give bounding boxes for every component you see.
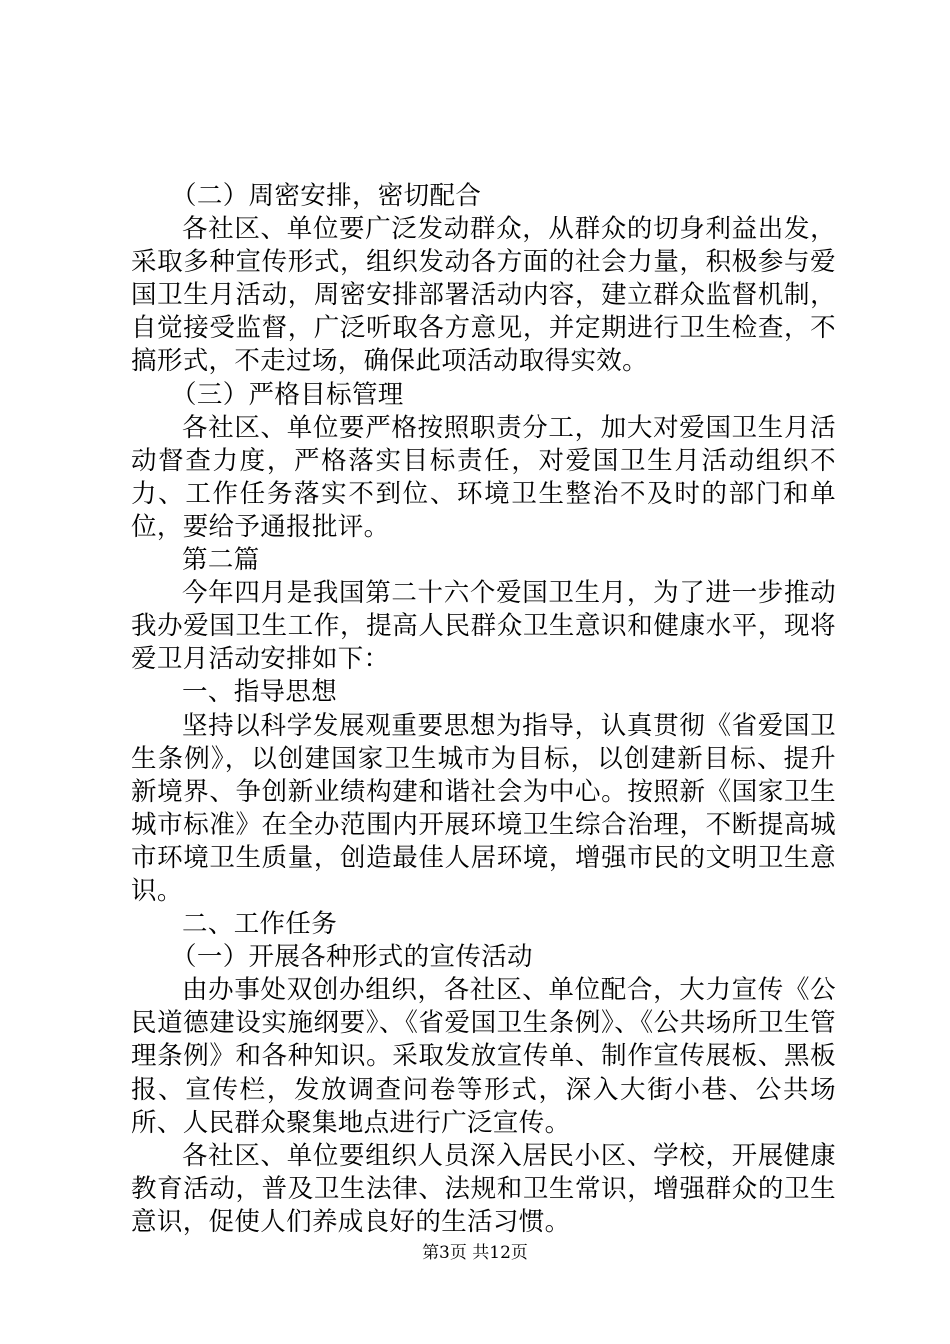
paragraph-guiding-thought: 坚持以科学发展观重要思想为指导，认真贯彻《省爱国卫生条例》，以创建国家卫生城市为目标，以创建新目标、提升新境界、争创新业绩构建和谐社会为中心。按照新《国家卫生城市标准》在全办范围内开展环境卫生综合治理，不断提高城市环境卫生质量，创造最佳人居环境，增强市民的文明卫生意识。 [131, 710, 836, 906]
section-heading-3: （三）严格目标管理 [171, 379, 404, 410]
document-body [131, 180, 836, 1239]
paragraph-target-management: 各社区、单位要严格按照职责分工，加大对爱国卫生月活动督查力度，严格落实目标责任，对爱国卫生月活动组织不力、工作任务落实不到位、环境卫生整治不及时的部门和单位，要给予通报批评。 [131, 412, 836, 542]
paragraph-arrangement: 各社区、单位要广泛发动群众，从群众的切身利益出发，采取多种宣传形式，组织发动各方面的社会力量，积极参与爱国卫生月活动，周密安排部署活动内容，建立群众监督机制，自觉接受监督，广泛听取各方意见，并定期进行卫生检查，不搞形式，不走过场，确保此项活动取得实效。 [131, 214, 836, 377]
paragraph-publicity: 由办事处双创办组织，各社区、单位配合，大力宣传《公民道德建设实施纲要》、《省爱国卫生条例》、《公共场所卫生管理条例》和各种知识。采取发放宣传单、制作宣传展板、黑板报、宣传栏，发放调查问卷等形式，深入大街小巷、公共场所、人民群众聚集地点进行广泛宣传。 [131, 975, 836, 1138]
subsection-publicity: （一）开展各种形式的宣传活动 [171, 942, 533, 973]
section-work-tasks: 二、工作任务 [182, 909, 338, 940]
part-two-title: 第二篇 [182, 545, 260, 576]
section-heading-2: （二）周密安排，密切配合 [171, 181, 482, 211]
section-guiding-thought: 一、指导思想 [182, 677, 338, 708]
paragraph-health-education: 各社区、单位要组织人员深入居民小区、学校，开展健康教育活动，普及卫生法律、法规和卫生常识，增强群众的卫生意识，促使人们养成良好的生活习惯。 [131, 1140, 836, 1237]
page-number: 第3页 共12页 [422, 1243, 528, 1263]
paragraph-intro: 今年四月是我国第二十六个爱国卫生月，为了进一步推动我办爱国卫生工作，提高人民群众卫生意识和健康水平，现将爱卫月活动安排如下： [131, 578, 836, 675]
